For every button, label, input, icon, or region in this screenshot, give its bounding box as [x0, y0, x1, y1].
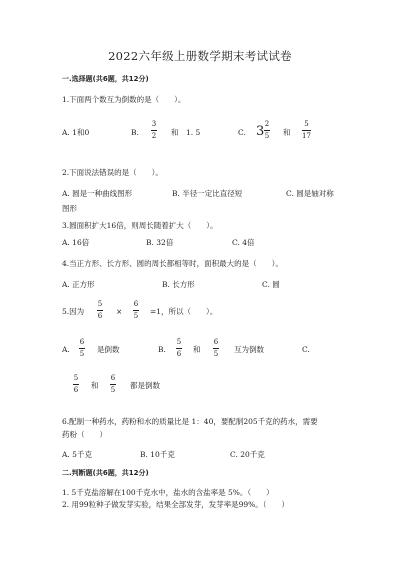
question-6-stem-line-1: 6.配制一种药水，药粉和水的质量比是 1：40，要配制205千克的药水，需要 — [62, 417, 318, 426]
q5-option-a-text: 是倒数 — [97, 345, 120, 354]
question-5-stem-suffix: =1，所以（ ）。 — [150, 307, 218, 316]
judgement-1: 1. 5千克盐溶解在100千克水中，盐水的含盐率是 5%。（ ） — [62, 488, 274, 497]
fraction-denominator: 17 — [302, 132, 311, 140]
section-heading-choice: 一.选择题(共6题，共12分) — [62, 75, 149, 83]
q5-option-b-text: 互为倒数 — [234, 345, 264, 354]
fraction-bar — [110, 384, 116, 385]
fraction-numerator: 6 — [213, 338, 219, 346]
fraction-denominator: 6 — [73, 386, 79, 394]
fraction-numerator: 5 — [304, 120, 309, 128]
q5-option-b-fraction-2 — [213, 339, 219, 358]
fraction-numerator: 5 — [73, 374, 79, 382]
q5-stem-fraction-1 — [97, 301, 103, 320]
q4-option-a: A. 正方形 — [62, 280, 95, 289]
fraction-numerator: 6 — [110, 374, 116, 382]
fraction-bar — [302, 130, 311, 131]
fraction-denominator: 5 — [133, 312, 139, 320]
q3-option-c: C. 4倍 — [232, 238, 255, 247]
q1-option-c-fraction — [264, 121, 270, 140]
fraction-numerator: 5 — [176, 338, 182, 346]
question-4-stem: 4.当正方形、长方形、圆的周长都相等时，面积最大的是（ ）。 — [62, 259, 283, 268]
q1-option-b-fraction — [151, 121, 157, 140]
fraction-bar — [133, 310, 139, 311]
q2-option-b: B. 半径一定比直径短 — [172, 189, 243, 198]
q1-option-b-label: B. — [131, 128, 139, 137]
fraction-numerator: 6 — [79, 338, 85, 346]
q3-option-b: B. 32倍 — [146, 238, 174, 247]
q6-option-c: C. 20千克 — [230, 450, 265, 459]
fraction-denominator: 2 — [151, 132, 157, 140]
q5-option-b-label: B. — [158, 345, 166, 354]
q5-option-a-fraction — [79, 339, 85, 358]
q2-option-c: C. 圆是轴对称 — [286, 189, 334, 198]
q5-option-b-and: 和 — [193, 345, 201, 354]
q5-option-c-label: C. — [302, 345, 310, 354]
fraction-bar — [213, 348, 219, 349]
q5-option-c-and: 和 — [91, 381, 99, 390]
q1-option-c-whole: 3 — [256, 124, 265, 139]
q5-option-b-fraction-1 — [176, 339, 182, 358]
q1-option-c-and: 和 — [283, 128, 291, 137]
question-1-stem: 1.下面两个数互为倒数的是（ ）。 — [62, 95, 186, 104]
section-heading-judgement: 二.判断题(共6题，共12分) — [62, 469, 149, 477]
fraction-bar — [79, 348, 85, 349]
question-3-stem: 3.圆面积扩大16倍，则周长随着扩大（ ）。 — [62, 221, 218, 230]
q2-option-c-continued: 图形 — [62, 204, 77, 213]
question-5-stem-prefix: 5.因为 — [62, 307, 85, 316]
fraction-numerator: 3 — [151, 120, 157, 128]
q1-option-b-value: 1. 5 — [186, 128, 201, 137]
fraction-bar — [151, 130, 157, 131]
q4-option-c: C. 圆 — [262, 280, 280, 289]
fraction-denominator: 6 — [176, 350, 182, 358]
fraction-denominator: 5 — [79, 350, 85, 358]
q5-option-c-text: 都是倒数 — [130, 381, 160, 390]
judgement-2: 2. 用99粒种子做发芽实验，结果全部发芽，发芽率是99%。（ ） — [62, 500, 290, 509]
q6-option-a: A. 5千克 — [62, 450, 92, 459]
q1-option-c-fraction-2 — [302, 121, 311, 140]
question-6-stem-line-2: 药粉（ ） — [62, 430, 107, 439]
q5-option-c-fraction-2 — [110, 375, 116, 394]
fraction-denominator: 5 — [213, 350, 219, 358]
fraction-bar — [264, 130, 270, 131]
q5-option-a-label: A. — [62, 345, 70, 354]
q1-option-b-and: 和 — [171, 128, 179, 137]
fraction-denominator: 5 — [264, 132, 270, 140]
fraction-bar — [176, 348, 182, 349]
page-title: 2022六年级上册数学期末考试试卷 — [108, 49, 292, 63]
q4-option-b: B. 长方形 — [162, 280, 195, 289]
q3-option-a: A. 16倍 — [62, 238, 90, 247]
q6-option-b: B. 10千克 — [140, 450, 175, 459]
q1-option-a: A. 1和0 — [62, 128, 90, 137]
q5-times-sign: × — [116, 307, 123, 316]
fraction-bar — [73, 384, 79, 385]
fraction-denominator: 5 — [110, 386, 116, 394]
question-2-stem: 2.下面说法错误的是（ ）。 — [62, 168, 163, 177]
fraction-numerator: 6 — [133, 300, 139, 308]
q1-option-c-label: C. — [238, 128, 246, 137]
fraction-denominator: 6 — [97, 312, 103, 320]
q5-option-c-fraction-1 — [73, 375, 79, 394]
fraction-numerator: 2 — [264, 120, 270, 128]
q2-option-a: A. 圆是一种曲线图形 — [62, 189, 133, 198]
fraction-numerator: 5 — [97, 300, 103, 308]
fraction-bar — [97, 310, 103, 311]
q5-stem-fraction-2 — [133, 301, 139, 320]
